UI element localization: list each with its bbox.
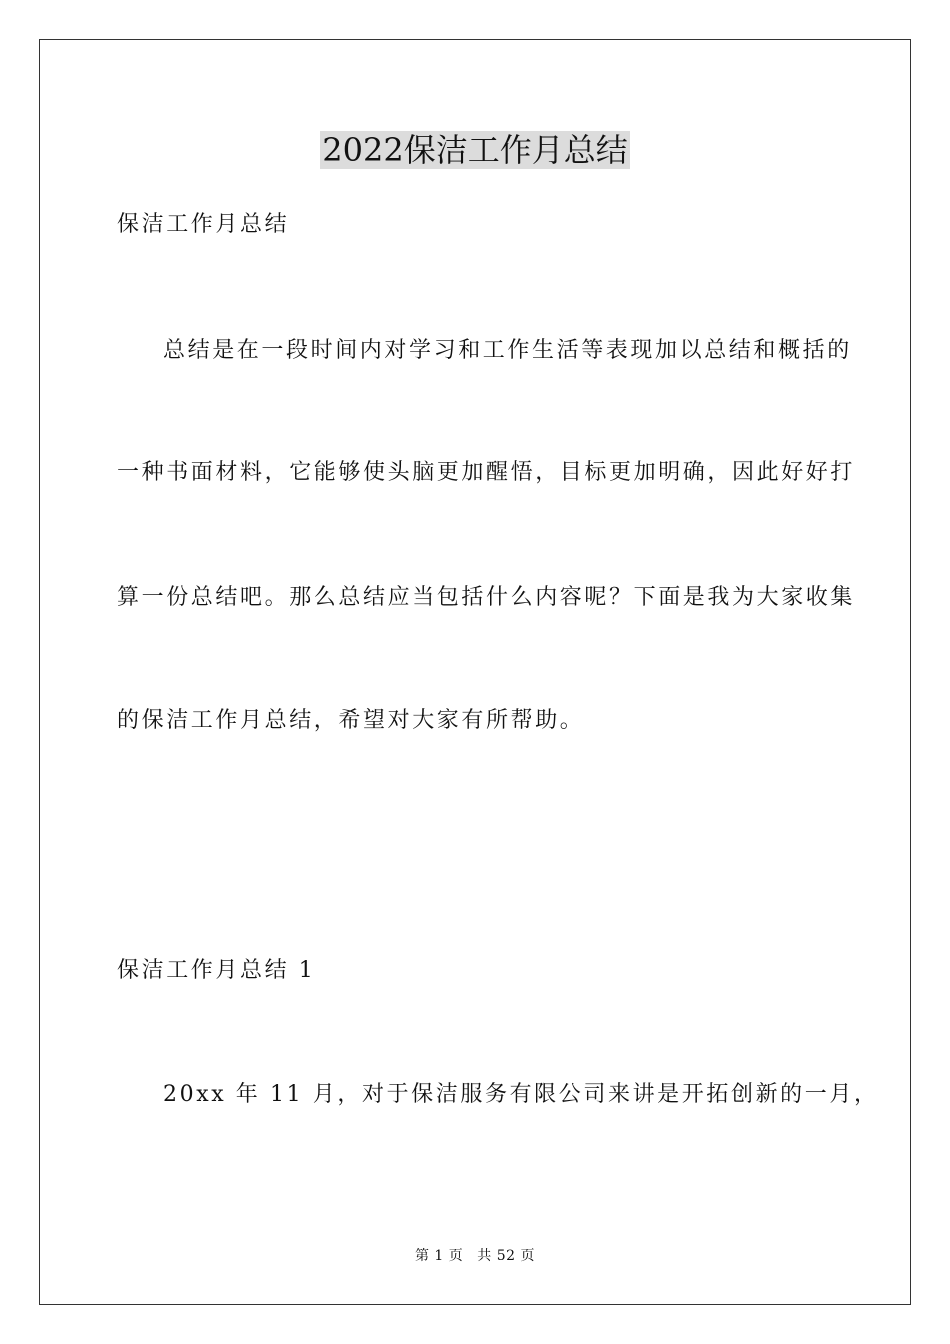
section-first-line: 20xx 年 11 月，对于保洁服务有限公司来讲是开拓创新的一月，: [163, 1082, 879, 1107]
section-heading: 保洁工作月总结 1: [117, 958, 316, 983]
document-subtitle: 保洁工作月总结: [117, 212, 290, 237]
intro-line-1: 总结是在一段时间内对学习和工作生活等表现加以总结和概括的: [163, 338, 852, 363]
intro-line-2: 一种书面材料，它能够使头脑更加醒悟，目标更加明确，因此好好打: [117, 460, 856, 485]
page-footer: [0, 1246, 950, 1266]
page-total: 共 52 页: [477, 1248, 536, 1264]
intro-line-3: 算一份总结吧。那么总结应当包括什么内容呢？下面是我为大家收集: [117, 585, 856, 610]
document-title-text: 2022保洁工作月总结: [322, 131, 628, 169]
page-number: 第 1 页: [414, 1248, 464, 1264]
document-title: [0, 128, 950, 172]
intro-line-4: 的保洁工作月总结，希望对大家有所帮助。: [117, 708, 585, 733]
